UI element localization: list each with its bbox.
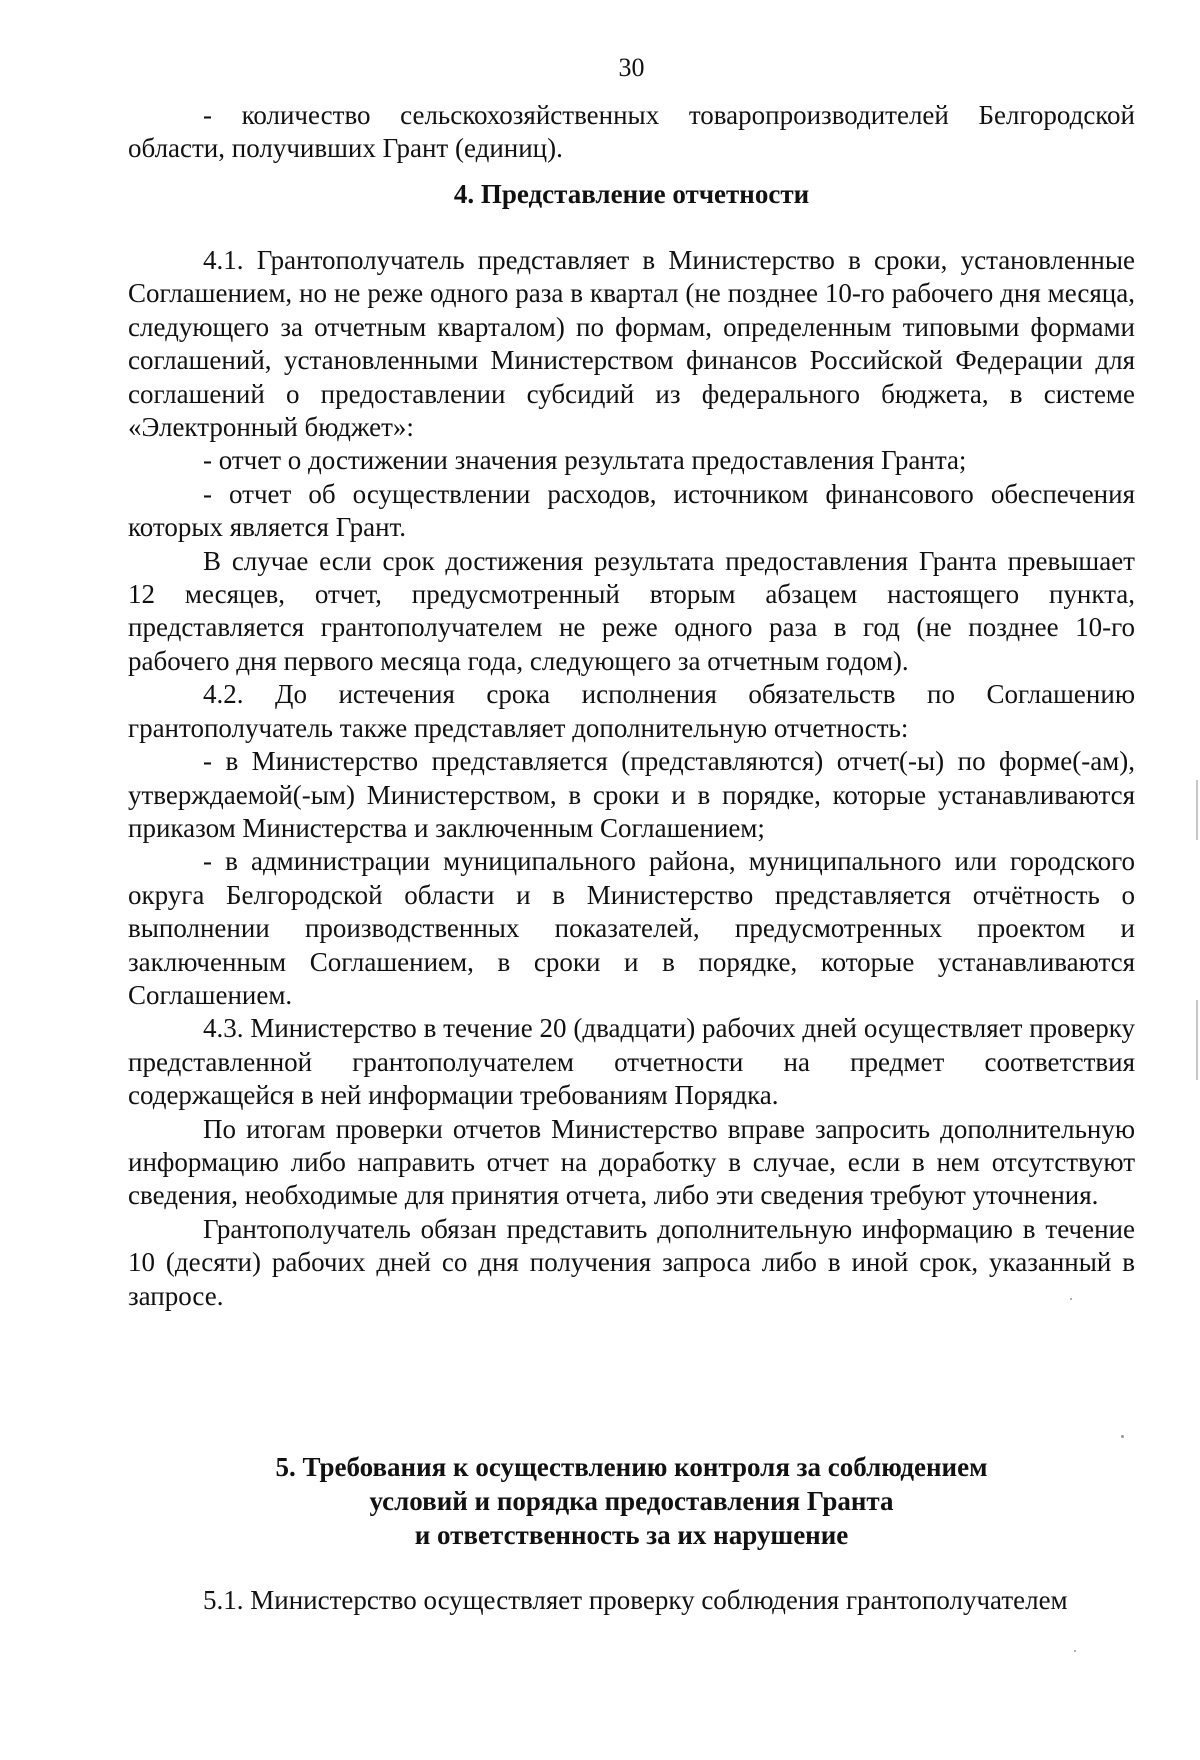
section-5-title-line: условий и порядка предоставления Гранта xyxy=(369,1486,894,1516)
page-number: 30 xyxy=(618,53,645,82)
section-5-title xyxy=(128,1450,1135,1552)
section-4-title: 4. Представление отчетности xyxy=(453,179,810,209)
section-5-body xyxy=(128,1584,1135,1617)
paragraph: 5.1. Министерство осуществляет проверку соблюдения грантополучателем xyxy=(203,1585,1068,1615)
paragraph: - отчет о достижении значения результата предоставления Гранта; xyxy=(203,445,967,476)
paragraph: - отчет об осуществлении расходов, источником финансового обеспечения которых является Грант. xyxy=(128,478,1135,543)
paragraph: - количество сельскохозяйственных товаропроизводителей Белгородской области, получивших Грант (единиц). xyxy=(128,100,1135,164)
paragraph: - в Министерство представляется (представляются) отчет(-ы) по форме(-ам), утверждаемой(-ым) Министерством, в сроки и в порядке, которые устанавливаются приказом Министерства и заключенным Соглашением; xyxy=(128,746,1135,843)
paragraph: - в администрации муниципального района, муниципального или городского округа Белгородской области и в Министерство представляется отчётность о выполнении производственных показателей, предусмотренных проектом и заключенным Соглашением, в сроки и в порядке, которые устанавливаются Соглашением. xyxy=(128,846,1135,1010)
paragraph: 4.3. Министерство в течение 20 (двадцати) рабочих дней осуществляет проверку представленной грантополучателем отчетности на предмет соответствия содержащейся в ней информации требованиям Порядка. xyxy=(128,1013,1135,1111)
scan-speck xyxy=(1070,1298,1072,1300)
scan-edge-mark xyxy=(1196,780,1198,840)
scan-speck xyxy=(1074,1650,1076,1652)
section-4-body xyxy=(128,244,1135,1313)
scan-edge-mark xyxy=(1196,1000,1198,1080)
paragraph: Грантополучатель обязан представить дополнительную информацию в течение 10 (десяти) рабочих дней со дня получения запроса либо в иной срок, указанный в запросе. xyxy=(128,1213,1135,1311)
paragraph: По итогам проверки отчетов Министерство вправе запросить дополнительную информацию либо направить отчет на доработку в случае, если в нем отсутствуют сведения, необходимые для принятия отчета, либо эти сведения требуют уточнения. xyxy=(128,1113,1135,1211)
intro-block xyxy=(128,99,1135,166)
section-5-title-line: 5. Требования к осуществлению контроля за соблюдением xyxy=(275,1452,988,1482)
paragraph: 4.1. Грантополучатель представляет в Министерство в сроки, установленные Соглашением, но не реже одного раза в квартал (не позднее 10-го рабочего дня месяца, следующего за отчетным кварталом) по формам, определенным типовыми формами соглашений, установленными Министерством финансов Российской Федерации для соглашений о предоставлении субсидий из федерального бюджета, в системе «Электронный бюджет»: xyxy=(128,245,1135,443)
paragraph: 4.2. До истечения срока исполнения обязательств по Соглашению грантополучатель также представляет дополнительную отчетность: xyxy=(128,679,1135,743)
section-5-title-line: и ответственность за их нарушение xyxy=(414,1520,849,1550)
scan-speck xyxy=(1121,1435,1124,1438)
paragraph: В случае если срок достижения результата предоставления Гранта превышает 12 месяцев, отчет, предусмотренный вторым абзацем настоящего пункта, представляется грантополучателем не реже одного раза в год (не позднее 10-го рабочего дня первого месяца года, следующего за отчетным годом). xyxy=(128,545,1135,676)
